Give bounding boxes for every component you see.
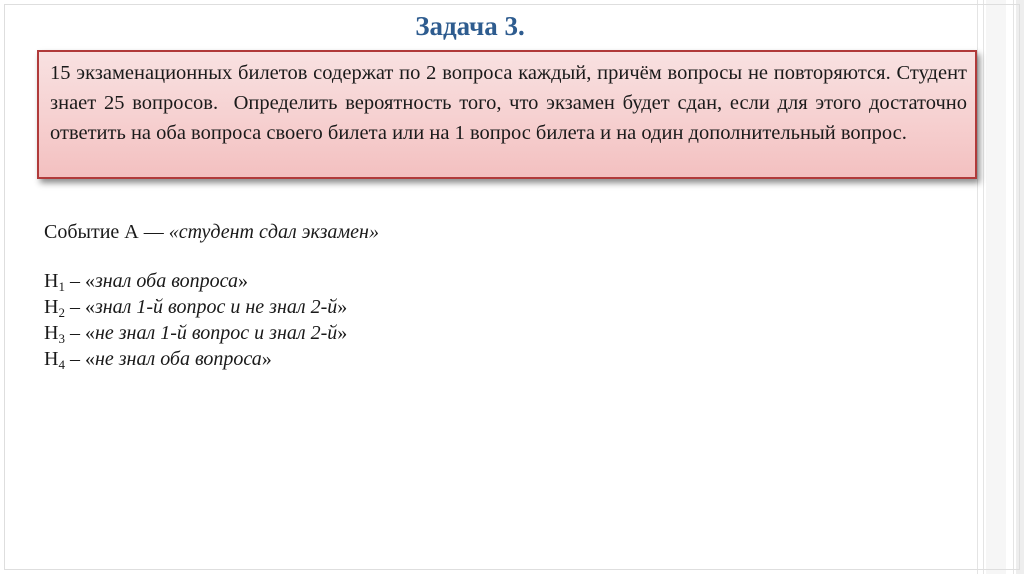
hypothesis-index: 4 [58, 357, 65, 372]
hypothesis-dash: – « [64, 296, 95, 318]
event-label: Событие А — [44, 221, 169, 243]
hypothesis-item [44, 268, 347, 294]
hypotheses-list [44, 268, 347, 372]
hypothesis-item [44, 294, 347, 320]
hypothesis-letter: H [44, 270, 59, 292]
hypothesis-index: 2 [58, 305, 65, 320]
problem-statement-box [37, 50, 977, 179]
hypothesis-letter: H [44, 296, 59, 318]
hypothesis-letter: H [44, 322, 59, 344]
hypothesis-index: 3 [58, 331, 65, 346]
background-stripe [986, 0, 1006, 574]
background-stripe [1016, 0, 1024, 574]
hypothesis-dash: – « [64, 322, 95, 344]
background-line [983, 0, 984, 574]
slide-title: Задача 3. [415, 11, 525, 41]
hypothesis-dash: – « [64, 348, 95, 370]
event-text: «студент сдал экзамен» [168, 221, 379, 243]
hypothesis-text: знал 1-й вопрос и не знал 2-й [94, 296, 338, 318]
hypothesis-close: » [337, 322, 348, 344]
background-line [1013, 0, 1014, 574]
hypothesis-text: знал оба вопроса [94, 270, 238, 292]
hypothesis-item [44, 320, 347, 346]
event-definition [44, 219, 379, 245]
hypothesis-close: » [337, 296, 348, 318]
hypothesis-close: » [261, 348, 272, 370]
hypothesis-dash: – « [64, 270, 95, 292]
hypothesis-item [44, 346, 347, 372]
hypothesis-text: не знал оба вопроса [94, 348, 262, 370]
background-line [977, 0, 978, 574]
hypothesis-index: 1 [58, 279, 65, 294]
problem-statement-text: 15 экзаменационных билетов содержат по 2 вопроса каждый, причём вопросы не повторяются. Студент знает 25 вопросов. Определить вероятность того, что экзамен будет сдан, если для этого достаточно ответить на оба вопроса своего билета или на 1 вопрос билета и на один дополнительный вопрос. [50, 62, 973, 144]
hypothesis-close: » [237, 270, 248, 292]
hypothesis-text: не знал 1-й вопрос и знал 2-й [94, 322, 338, 344]
hypothesis-letter: H [44, 348, 59, 370]
